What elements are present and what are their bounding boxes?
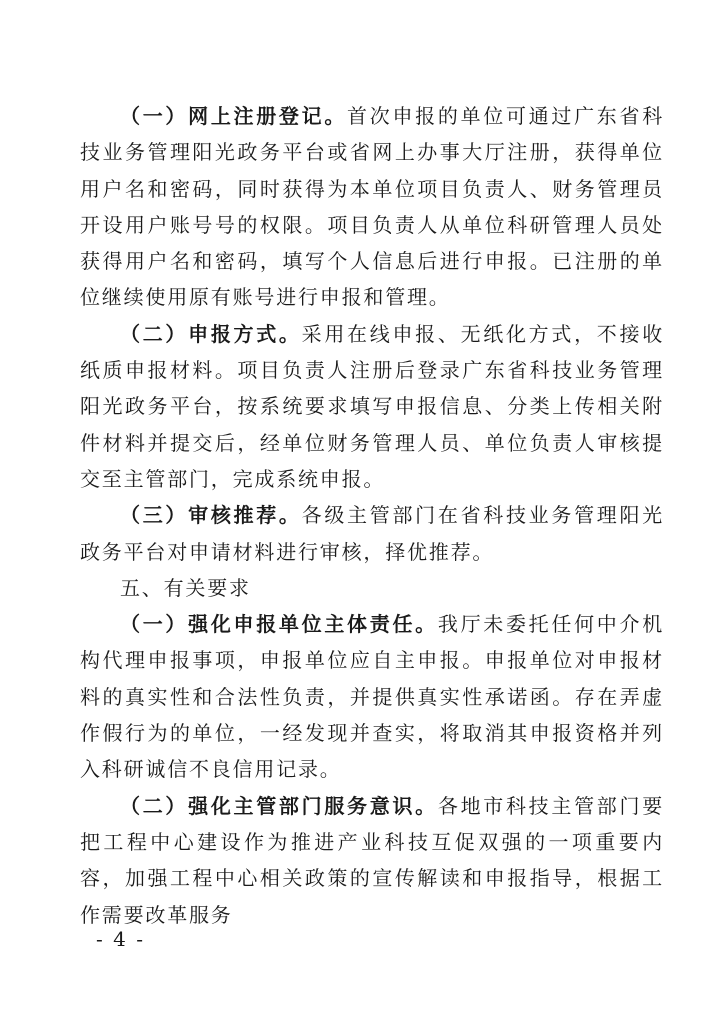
- paragraph-text: 各级主管部门在省科技业务管理阳光政务平台对申请材料进行审核，择优推荐。: [80, 503, 664, 564]
- page-number: - 4 -: [96, 927, 145, 951]
- paragraph-lead: （二）强化主管部门服务意识。: [120, 793, 438, 818]
- paragraph-lead: （一）强化申报单位主体责任。: [120, 612, 438, 637]
- paragraph-text: 我厅未委托任何中介机构代理申报事项，申报单位应自主申报。申报单位对申报材料的真实性和合法性负责，并提供真实性承诺函。存在弄虚作假行为的单位，一经发现并查实，将取消其申报资格并列入科研诚信不良信用记录。: [80, 612, 664, 782]
- paragraph-applicant-responsibility: [80, 606, 664, 787]
- paragraph-text: 采用在线申报、无纸化方式，不接收纸质申报材料。项目负责人注册后登录广东省科技业务管理阳光政务平台，按系统要求填写申报信息、分类上传相关附件材料并提交后，经单位财务管理人员、单位负责人审核提交至主管部门，完成系统申报。: [80, 321, 664, 491]
- paragraph-text: 各地市科技主管部门要把工程中心建设作为推进产业科技互促双强的一项重要内容，加强工程中心相关政策的宣传解读和申报指导，根据工作需要改革服务: [80, 793, 664, 927]
- paragraph-online-registration: [80, 98, 664, 316]
- paragraph-lead: （一）网上注册登记。: [120, 104, 348, 128]
- paragraph-text: 首次申报的单位可通过广东省科技业务管理阳光政务平台或省网上办事大厅注册，获得单位用户名和密码，同时获得为本单位项目负责人、财务管理员开设用户账号号的权限。项目负责人从单位科研管理人员处获得用户名和密码，填写个人信息后进行申报。已注册的单位继续使用原有账号进行申报和管理。: [80, 104, 665, 310]
- paragraph-application-method: [80, 316, 664, 497]
- body-text: [80, 98, 664, 933]
- paragraph-lead: （二）申报方式。: [120, 321, 302, 346]
- paragraph-review-recommendation: [80, 497, 664, 570]
- paragraph-lead: （三）审核推荐。: [120, 503, 302, 528]
- section-heading-requirements: 五、有关要求: [120, 575, 251, 600]
- paragraph-department-service: [80, 788, 664, 933]
